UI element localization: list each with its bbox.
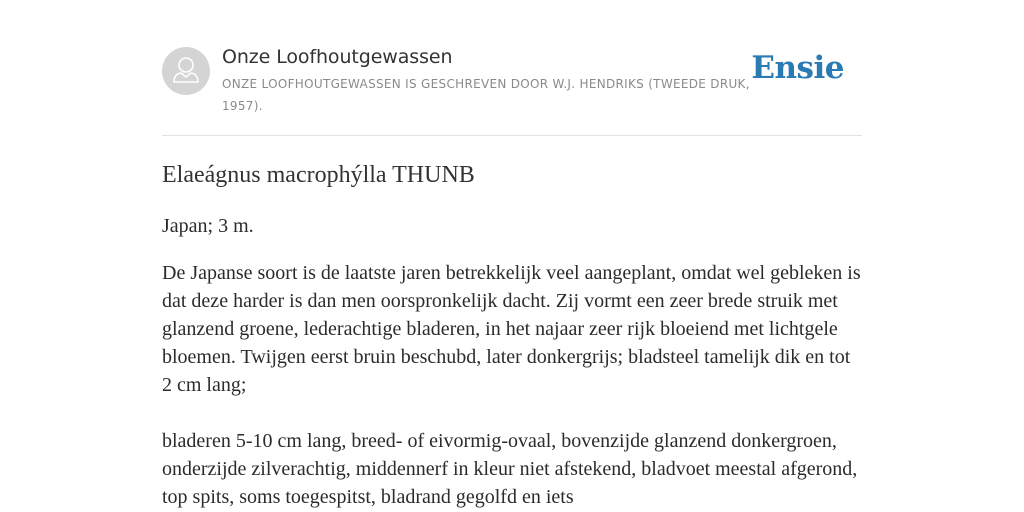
entry-paragraph-origin: Japan; 3 m. bbox=[162, 215, 254, 237]
user-icon bbox=[162, 47, 210, 95]
source-avatar bbox=[162, 47, 210, 95]
brand-logo[interactable]: Ensie bbox=[751, 50, 844, 86]
entry-title: Elaeágnus macrophýlla THUNB bbox=[162, 162, 475, 188]
header-divider bbox=[162, 135, 862, 136]
source-title[interactable]: Onze Loofhoutgewassen bbox=[222, 46, 453, 68]
entry-paragraph-leaves: bladeren 5-10 cm lang, breed- of eivormig-ovaal, bovenzijde glanzend donkergroen, onderzijde zilverachtig, middennerf in kleur niet afstekend, bladvoet meestal afgerond, top spits, soms toegespitst, bladrand gegolfd en iets bbox=[162, 430, 858, 508]
source-description: ONZE LOOFHOUTGEWASSEN IS GESCHREVEN DOOR W.J. HENDRIKS (TWEEDE DRUK, 1957). bbox=[222, 77, 750, 113]
entry-paragraph-description: De Japanse soort is de laatste jaren betrekkelijk veel aangeplant, omdat wel gebleken is dat deze harder is dan men oorspronkelijk dacht. Zij vormt een zeer brede struik met glanzend groene, lederachtige bladeren, in het najaar zeer rijk bloeiend met lichtgele bloemen. Twijgen eerst bruin beschubd, later donkergrijs; bladsteel tamelijk dik en tot 2 cm lang; bbox=[162, 262, 861, 396]
entry-content bbox=[162, 158, 862, 511]
source-header bbox=[162, 46, 862, 116]
